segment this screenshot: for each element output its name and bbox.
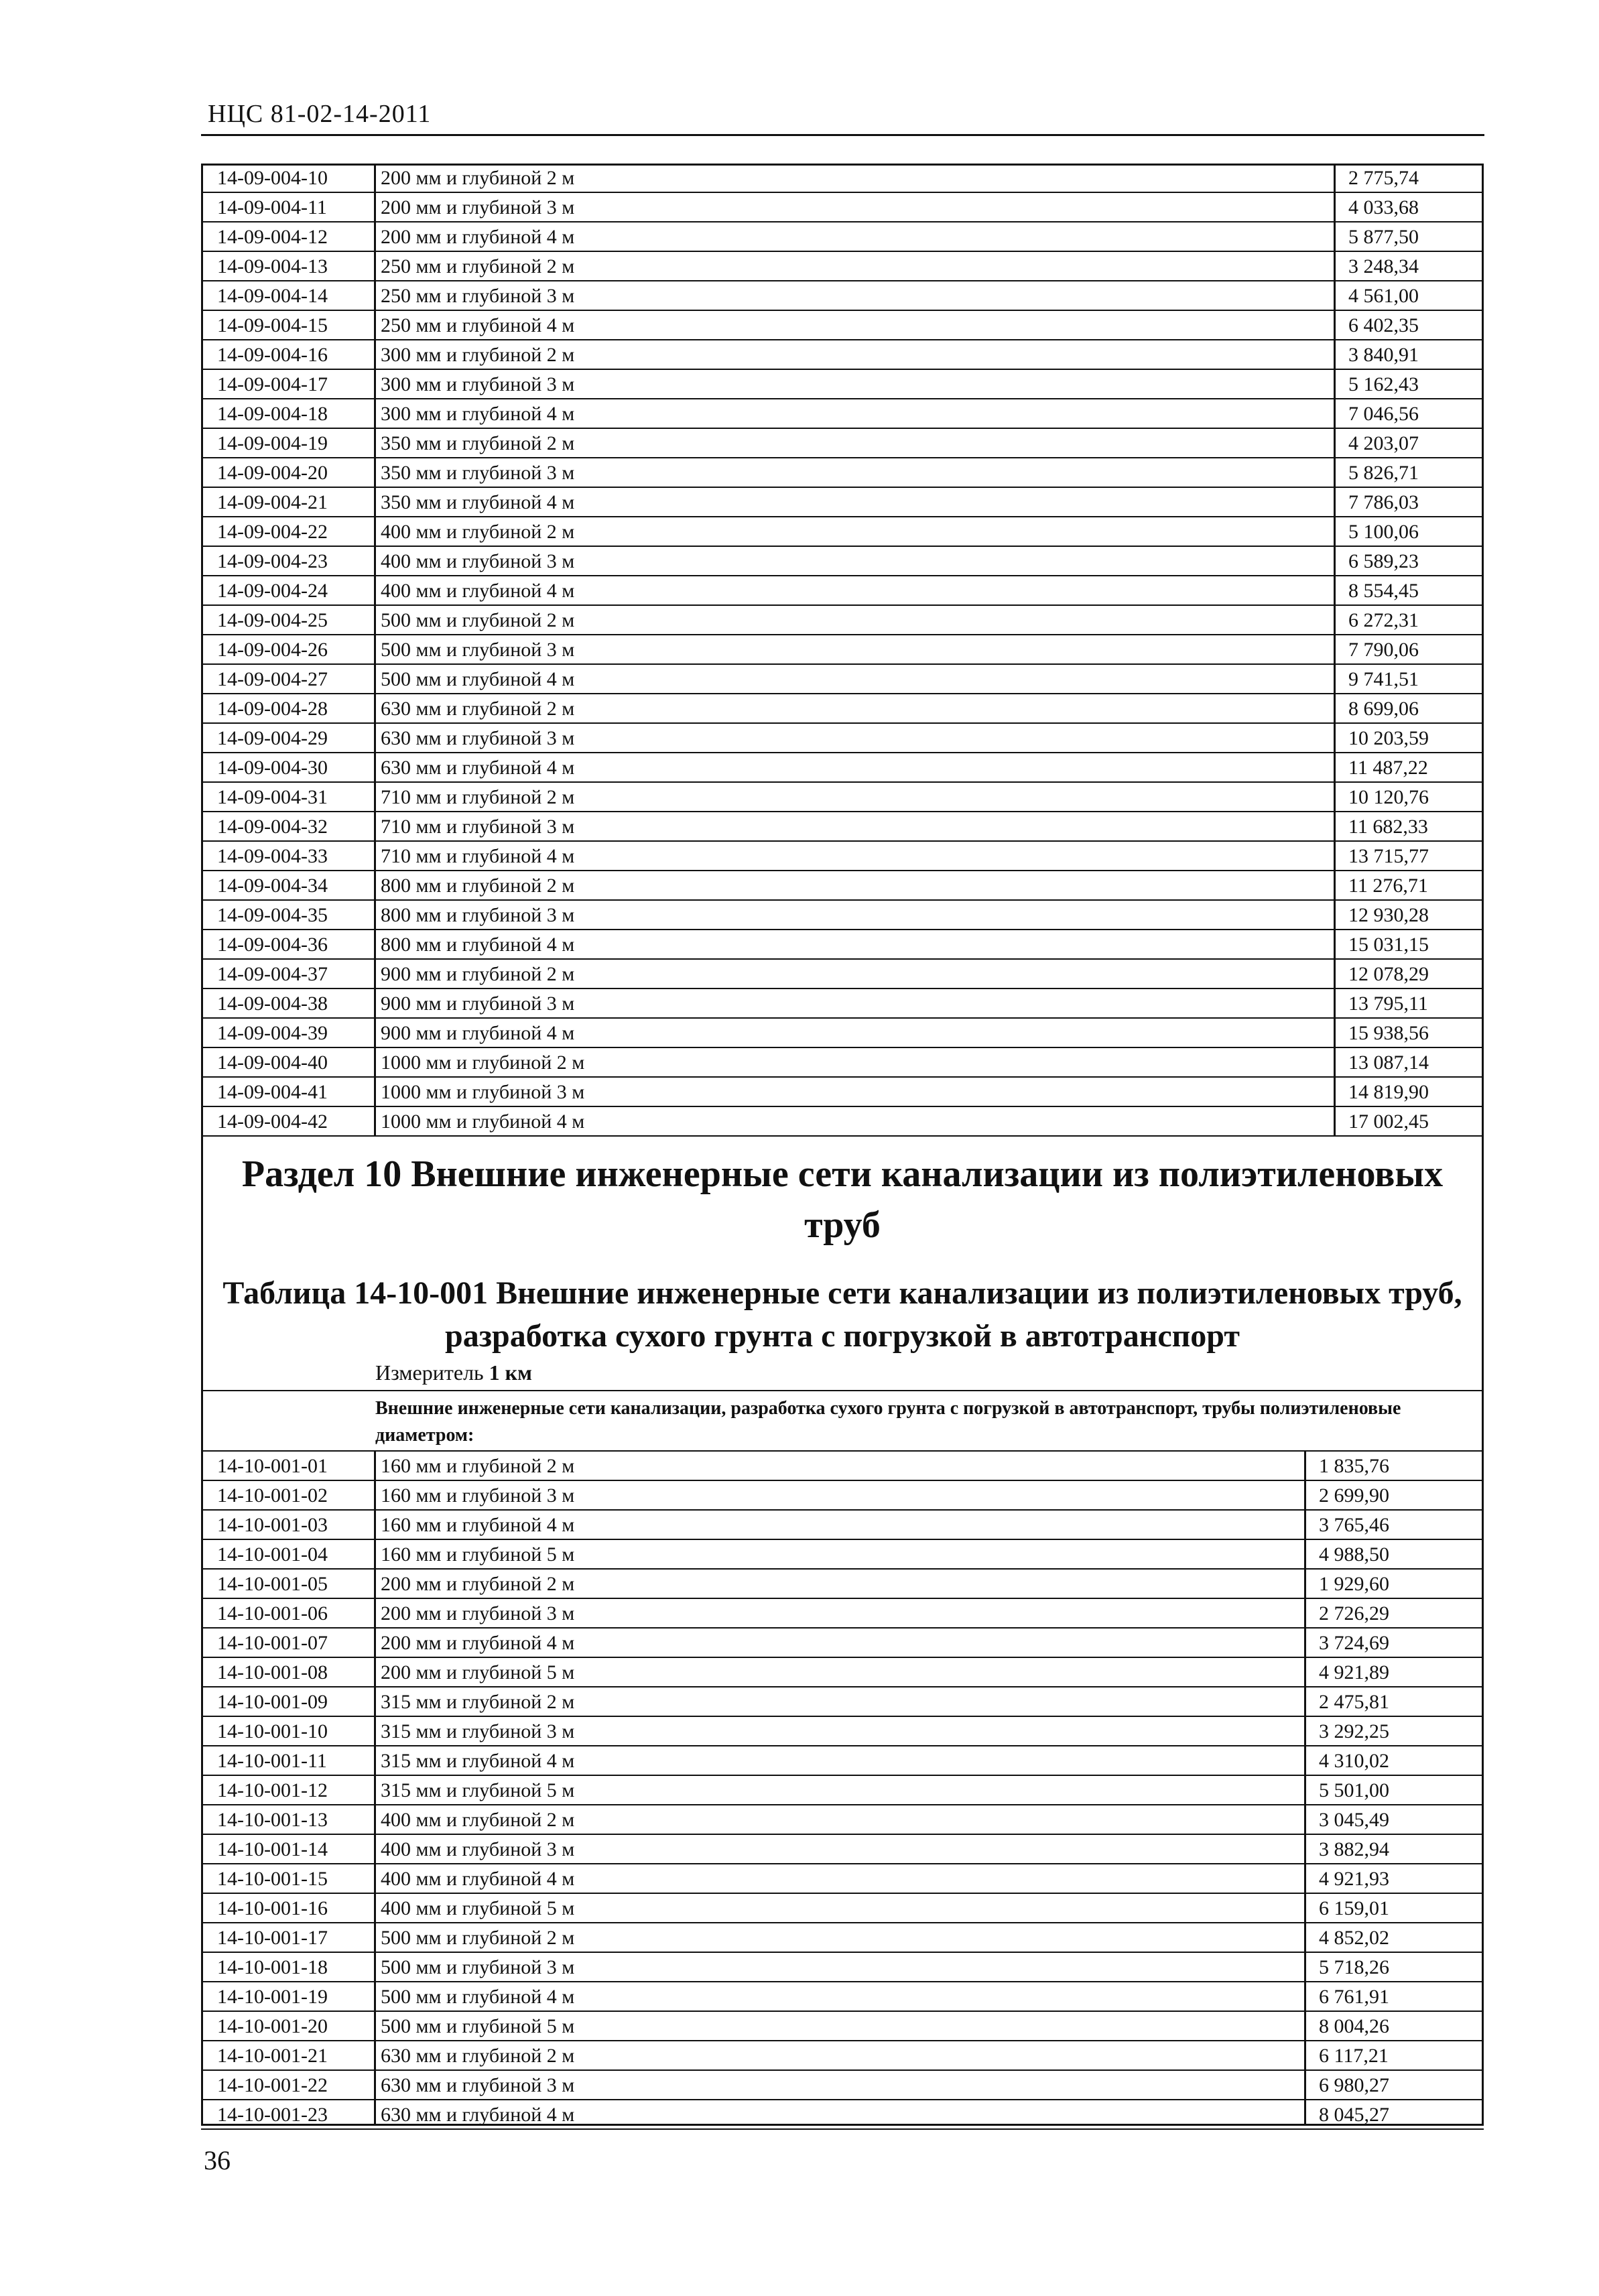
row-value: 8 004,26 — [1319, 2015, 1389, 2037]
table-row — [201, 989, 1484, 1019]
row-code: 14-09-004-35 — [217, 904, 328, 926]
row-description: 200 мм и глубиной 3 м — [381, 196, 575, 218]
row-description: 1000 мм и глубиной 2 м — [381, 1051, 585, 1074]
row-value: 1 929,60 — [1319, 1573, 1389, 1595]
row-description: 400 мм и глубиной 4 м — [381, 1868, 575, 1890]
row-description: 710 мм и глубиной 4 м — [381, 845, 575, 867]
row-description: 800 мм и глубиной 4 м — [381, 934, 575, 956]
row-code: 14-09-004-12 — [217, 226, 328, 248]
table-row — [201, 281, 1484, 311]
row-value: 13 087,14 — [1348, 1051, 1429, 1074]
row-description: 300 мм и глубиной 4 м — [381, 403, 575, 425]
table-row — [201, 252, 1484, 281]
table-row — [201, 1953, 1484, 1982]
row-code: 14-09-004-16 — [217, 344, 328, 366]
table-row — [201, 871, 1484, 901]
price-table-14-09-004 — [201, 164, 1484, 1137]
table-row — [201, 1599, 1484, 1629]
table-row — [201, 1717, 1484, 1746]
row-description: 315 мм и глубиной 2 м — [381, 1691, 575, 1713]
row-code: 14-09-004-22 — [217, 521, 328, 543]
row-value: 7 046,56 — [1348, 403, 1419, 425]
measure-line — [375, 1360, 532, 1385]
row-code: 14-09-004-33 — [217, 845, 328, 867]
table-row — [201, 576, 1484, 606]
row-code: 14-10-001-11 — [217, 1750, 327, 1772]
table-row — [201, 1570, 1484, 1599]
row-code: 14-10-001-23 — [217, 2104, 328, 2126]
row-code: 14-10-001-08 — [217, 1661, 328, 1683]
row-description: 200 мм и глубиной 5 м — [381, 1661, 575, 1683]
row-code: 14-09-004-32 — [217, 816, 328, 838]
row-description: 800 мм и глубиной 2 м — [381, 875, 575, 897]
table-row — [201, 517, 1484, 547]
table-row — [201, 1864, 1484, 1894]
table-row — [201, 370, 1484, 399]
table-row — [201, 1746, 1484, 1776]
row-code: 14-09-004-18 — [217, 403, 328, 425]
row-description: 160 мм и глубиной 5 м — [381, 1543, 575, 1566]
row-code: 14-09-004-13 — [217, 255, 328, 277]
row-code: 14-10-001-14 — [217, 1838, 328, 1860]
table-row — [201, 1658, 1484, 1687]
row-value: 6 402,35 — [1348, 314, 1419, 336]
row-code: 14-09-004-41 — [217, 1081, 328, 1103]
row-code: 14-09-004-37 — [217, 963, 328, 985]
row-code: 14-10-001-15 — [217, 1868, 328, 1890]
row-code: 14-10-001-04 — [217, 1543, 328, 1566]
table-row — [201, 311, 1484, 340]
row-value: 2 475,81 — [1319, 1691, 1389, 1713]
row-description: 160 мм и глубиной 4 м — [381, 1514, 575, 1536]
row-description: 250 мм и глубиной 4 м — [381, 314, 575, 336]
row-value: 11 487,22 — [1348, 757, 1428, 779]
row-description: 315 мм и глубиной 4 м — [381, 1750, 575, 1772]
row-value: 5 826,71 — [1348, 462, 1419, 484]
row-code: 14-09-004-31 — [217, 786, 328, 808]
row-code: 14-10-001-07 — [217, 1632, 328, 1654]
table-row — [201, 164, 1484, 193]
row-description: 200 мм и глубиной 4 м — [381, 226, 575, 248]
row-description: 250 мм и глубиной 3 м — [381, 285, 575, 307]
row-description: 630 мм и глубиной 2 м — [381, 2045, 575, 2067]
row-description: 1000 мм и глубиной 4 м — [381, 1110, 585, 1133]
table-row — [201, 1805, 1484, 1835]
row-value: 7 790,06 — [1348, 639, 1419, 661]
table-title: Таблица 14-10-001 Внешние инженерные сети канализации из полиэтиленовых труб, разработка сухого грунта с погрузкой в автотранспорт — [222, 1275, 1462, 1354]
table-row — [201, 1894, 1484, 1923]
row-description: 315 мм и глубиной 5 м — [381, 1779, 575, 1801]
row-code: 14-10-001-03 — [217, 1514, 328, 1536]
row-code: 14-10-001-12 — [217, 1779, 328, 1801]
row-description: 400 мм и глубиной 5 м — [381, 1897, 575, 1919]
row-description: 350 мм и глубиной 2 м — [381, 432, 575, 454]
row-value: 6 589,23 — [1348, 550, 1419, 572]
row-description: 630 мм и глубиной 4 м — [381, 757, 575, 779]
row-value: 17 002,45 — [1348, 1110, 1429, 1133]
table-row — [201, 1048, 1484, 1078]
row-description: 500 мм и глубиной 5 м — [381, 2015, 575, 2037]
table-row — [201, 930, 1484, 960]
row-value: 4 033,68 — [1348, 196, 1419, 218]
row-description: 900 мм и глубиной 4 м — [381, 1022, 575, 1044]
table-row — [201, 1776, 1484, 1805]
row-description: 400 мм и глубиной 3 м — [381, 1838, 575, 1860]
row-value: 11 276,71 — [1348, 875, 1428, 897]
row-description: 630 мм и глубиной 3 м — [381, 727, 575, 749]
table-row — [201, 1107, 1484, 1137]
table-row — [201, 1511, 1484, 1540]
row-value: 4 852,02 — [1319, 1927, 1389, 1949]
row-value: 6 761,91 — [1319, 1986, 1389, 2008]
row-description: 900 мм и глубиной 3 м — [381, 993, 575, 1015]
row-value: 3 292,25 — [1319, 1720, 1389, 1742]
row-value: 3 724,69 — [1319, 1632, 1389, 1654]
row-value: 6 272,31 — [1348, 609, 1419, 631]
row-value: 3 882,94 — [1319, 1838, 1389, 1860]
row-value: 10 203,59 — [1348, 727, 1429, 749]
table-row — [201, 724, 1484, 753]
row-value: 15 938,56 — [1348, 1022, 1429, 1044]
row-description: 1000 мм и глубиной 3 м — [381, 1081, 585, 1103]
table-row — [201, 635, 1484, 665]
table-row — [201, 1629, 1484, 1658]
table-row — [201, 783, 1484, 812]
row-description: 200 мм и глубиной 4 м — [381, 1632, 575, 1654]
row-code: 14-10-001-01 — [217, 1455, 328, 1477]
row-code: 14-09-004-25 — [217, 609, 328, 631]
row-description: 315 мм и глубиной 3 м — [381, 1720, 575, 1742]
row-value: 15 031,15 — [1348, 934, 1429, 956]
row-description: 630 мм и глубиной 3 м — [381, 2074, 575, 2096]
row-value: 6 117,21 — [1319, 2045, 1389, 2067]
row-value: 12 930,28 — [1348, 904, 1429, 926]
row-code: 14-09-004-26 — [217, 639, 328, 661]
row-description: 500 мм и глубиной 3 м — [381, 639, 575, 661]
row-value: 2 699,90 — [1319, 1484, 1389, 1507]
row-value: 2 726,29 — [1319, 1602, 1389, 1624]
row-value: 5 877,50 — [1348, 226, 1419, 248]
row-value: 4 310,02 — [1319, 1750, 1389, 1772]
row-value: 2 775,74 — [1348, 167, 1419, 189]
row-code: 14-09-004-40 — [217, 1051, 328, 1074]
table-row — [201, 1452, 1484, 1481]
table-row — [201, 399, 1484, 429]
row-description: 160 мм и глубиной 3 м — [381, 1484, 575, 1507]
table-row — [201, 665, 1484, 694]
row-code: 14-09-004-28 — [217, 698, 328, 720]
table-row — [201, 1078, 1484, 1107]
row-code: 14-09-004-30 — [217, 757, 328, 779]
table-row — [201, 1019, 1484, 1048]
row-code: 14-10-001-21 — [217, 2045, 328, 2067]
table-row — [201, 458, 1484, 488]
table-row — [201, 1982, 1484, 2012]
section-title: Раздел 10 Внешние инженерные сети канализации из полиэтиленовых труб — [241, 1153, 1444, 1246]
table-row — [201, 2012, 1484, 2041]
row-value: 3 765,46 — [1319, 1514, 1389, 1536]
measure-label: Измеритель — [375, 1360, 484, 1385]
row-code: 14-09-004-17 — [217, 373, 328, 395]
table-row — [201, 694, 1484, 724]
table-row — [201, 1923, 1484, 1953]
row-description: 400 мм и глубиной 2 м — [381, 1809, 575, 1831]
table-row — [201, 340, 1484, 370]
row-description: 900 мм и глубиной 2 м — [381, 963, 575, 985]
measure-unit: 1 км — [489, 1360, 532, 1385]
row-code: 14-09-004-27 — [217, 668, 328, 690]
row-description: 350 мм и глубиной 3 м — [381, 462, 575, 484]
row-code: 14-09-004-29 — [217, 727, 328, 749]
table-row — [201, 488, 1484, 517]
row-description: 500 мм и глубиной 3 м — [381, 1956, 575, 1978]
table-row — [201, 193, 1484, 222]
row-description: 400 мм и глубиной 3 м — [381, 550, 575, 572]
row-value: 5 162,43 — [1348, 373, 1419, 395]
row-value: 14 819,90 — [1348, 1081, 1429, 1103]
row-value: 4 921,89 — [1319, 1661, 1389, 1683]
row-description: 160 мм и глубиной 2 м — [381, 1455, 575, 1477]
row-description: 500 мм и глубиной 2 м — [381, 1927, 575, 1949]
group-description: Внешние инженерные сети канализации, разработка сухого грунта с погрузкой в автотранспорт, трубы полиэтиленовые диаметром: — [375, 1398, 1401, 1446]
row-code: 14-09-004-23 — [217, 550, 328, 572]
row-value: 6 159,01 — [1319, 1897, 1389, 1919]
row-description: 500 мм и глубиной 2 м — [381, 609, 575, 631]
row-description: 800 мм и глубиной 3 м — [381, 904, 575, 926]
row-code: 14-10-001-09 — [217, 1691, 328, 1713]
row-code: 14-10-001-05 — [217, 1573, 328, 1595]
row-code: 14-09-004-39 — [217, 1022, 328, 1044]
row-code: 14-10-001-18 — [217, 1956, 328, 1978]
row-value: 3 248,34 — [1348, 255, 1419, 277]
row-code: 14-09-004-19 — [217, 432, 328, 454]
price-table-14-10-001 — [201, 1452, 1484, 2130]
row-description: 710 мм и глубиной 2 м — [381, 786, 575, 808]
row-description: 200 мм и глубиной 2 м — [381, 167, 575, 189]
row-code: 14-10-001-20 — [217, 2015, 328, 2037]
row-description: 400 мм и глубиной 4 м — [381, 580, 575, 602]
table-row — [201, 812, 1484, 842]
row-code: 14-09-004-14 — [217, 285, 328, 307]
page-number: 36 — [204, 2145, 231, 2175]
row-description: 500 мм и глубиной 4 м — [381, 1986, 575, 2008]
row-code: 14-10-001-19 — [217, 1986, 328, 2008]
row-description: 200 мм и глубиной 3 м — [381, 1602, 575, 1624]
table-row — [201, 842, 1484, 871]
row-code: 14-10-001-17 — [217, 1927, 328, 1949]
row-value: 8 699,06 — [1348, 698, 1419, 720]
row-code: 14-10-001-06 — [217, 1602, 328, 1624]
row-description: 200 мм и глубиной 2 м — [381, 1573, 575, 1595]
row-value: 9 741,51 — [1348, 668, 1419, 690]
row-description: 250 мм и глубиной 2 м — [381, 255, 575, 277]
table-row — [201, 2041, 1484, 2071]
row-description: 350 мм и глубиной 4 м — [381, 491, 575, 513]
row-code: 14-09-004-36 — [217, 934, 328, 956]
document-code: НЦС 81-02-14-2011 — [208, 100, 432, 128]
row-description: 300 мм и глубиной 3 м — [381, 373, 575, 395]
row-code: 14-09-004-42 — [217, 1110, 328, 1133]
table-row — [201, 429, 1484, 458]
row-code: 14-09-004-15 — [217, 314, 328, 336]
row-description: 630 мм и глубиной 4 м — [381, 2104, 575, 2126]
row-value: 4 203,07 — [1348, 432, 1419, 454]
table-row — [201, 1835, 1484, 1864]
row-value: 8 554,45 — [1348, 580, 1419, 602]
table-row — [201, 1481, 1484, 1511]
row-value: 10 120,76 — [1348, 786, 1429, 808]
row-code: 14-09-004-21 — [217, 491, 328, 513]
table-row — [201, 222, 1484, 252]
measure-rule — [201, 1390, 1484, 1391]
row-value: 5 501,00 — [1319, 1779, 1389, 1801]
row-description: 300 мм и глубиной 2 м — [381, 344, 575, 366]
row-value: 8 045,27 — [1319, 2104, 1389, 2126]
row-value: 4 561,00 — [1348, 285, 1419, 307]
row-code: 14-09-004-38 — [217, 993, 328, 1015]
row-value: 11 682,33 — [1348, 816, 1428, 838]
row-code: 14-09-004-20 — [217, 462, 328, 484]
table-row — [201, 901, 1484, 930]
row-code: 14-09-004-10 — [217, 167, 328, 189]
row-value: 13 715,77 — [1348, 845, 1429, 867]
row-code: 14-10-001-13 — [217, 1809, 328, 1831]
row-code: 14-09-004-34 — [217, 875, 328, 897]
row-value: 7 786,03 — [1348, 491, 1419, 513]
row-value: 3 840,91 — [1348, 344, 1419, 366]
row-description: 710 мм и глубиной 3 м — [381, 816, 575, 838]
row-value: 3 045,49 — [1319, 1809, 1389, 1831]
table-row — [201, 1687, 1484, 1717]
table-row — [201, 547, 1484, 576]
header-rule — [201, 134, 1484, 136]
table-row — [201, 960, 1484, 989]
table-row — [201, 2100, 1484, 2130]
row-code: 14-10-001-16 — [217, 1897, 328, 1919]
row-value: 5 100,06 — [1348, 521, 1419, 543]
table-row — [201, 2071, 1484, 2100]
table-row — [201, 1540, 1484, 1570]
row-description: 630 мм и глубиной 2 м — [381, 698, 575, 720]
row-value: 6 980,27 — [1319, 2074, 1389, 2096]
row-description: 400 мм и глубиной 2 м — [381, 521, 575, 543]
row-value: 12 078,29 — [1348, 963, 1429, 985]
table-row — [201, 753, 1484, 783]
row-value: 13 795,11 — [1348, 993, 1428, 1015]
row-code: 14-10-001-02 — [217, 1484, 328, 1507]
table-row — [201, 606, 1484, 635]
row-code: 14-10-001-10 — [217, 1720, 328, 1742]
row-value: 4 988,50 — [1319, 1543, 1389, 1566]
row-value: 1 835,76 — [1319, 1455, 1389, 1477]
row-value: 4 921,93 — [1319, 1868, 1389, 1890]
row-code: 14-09-004-11 — [217, 196, 327, 218]
row-code: 14-09-004-24 — [217, 580, 328, 602]
row-description: 500 мм и глубиной 4 м — [381, 668, 575, 690]
row-value: 5 718,26 — [1319, 1956, 1389, 1978]
row-code: 14-10-001-22 — [217, 2074, 328, 2096]
